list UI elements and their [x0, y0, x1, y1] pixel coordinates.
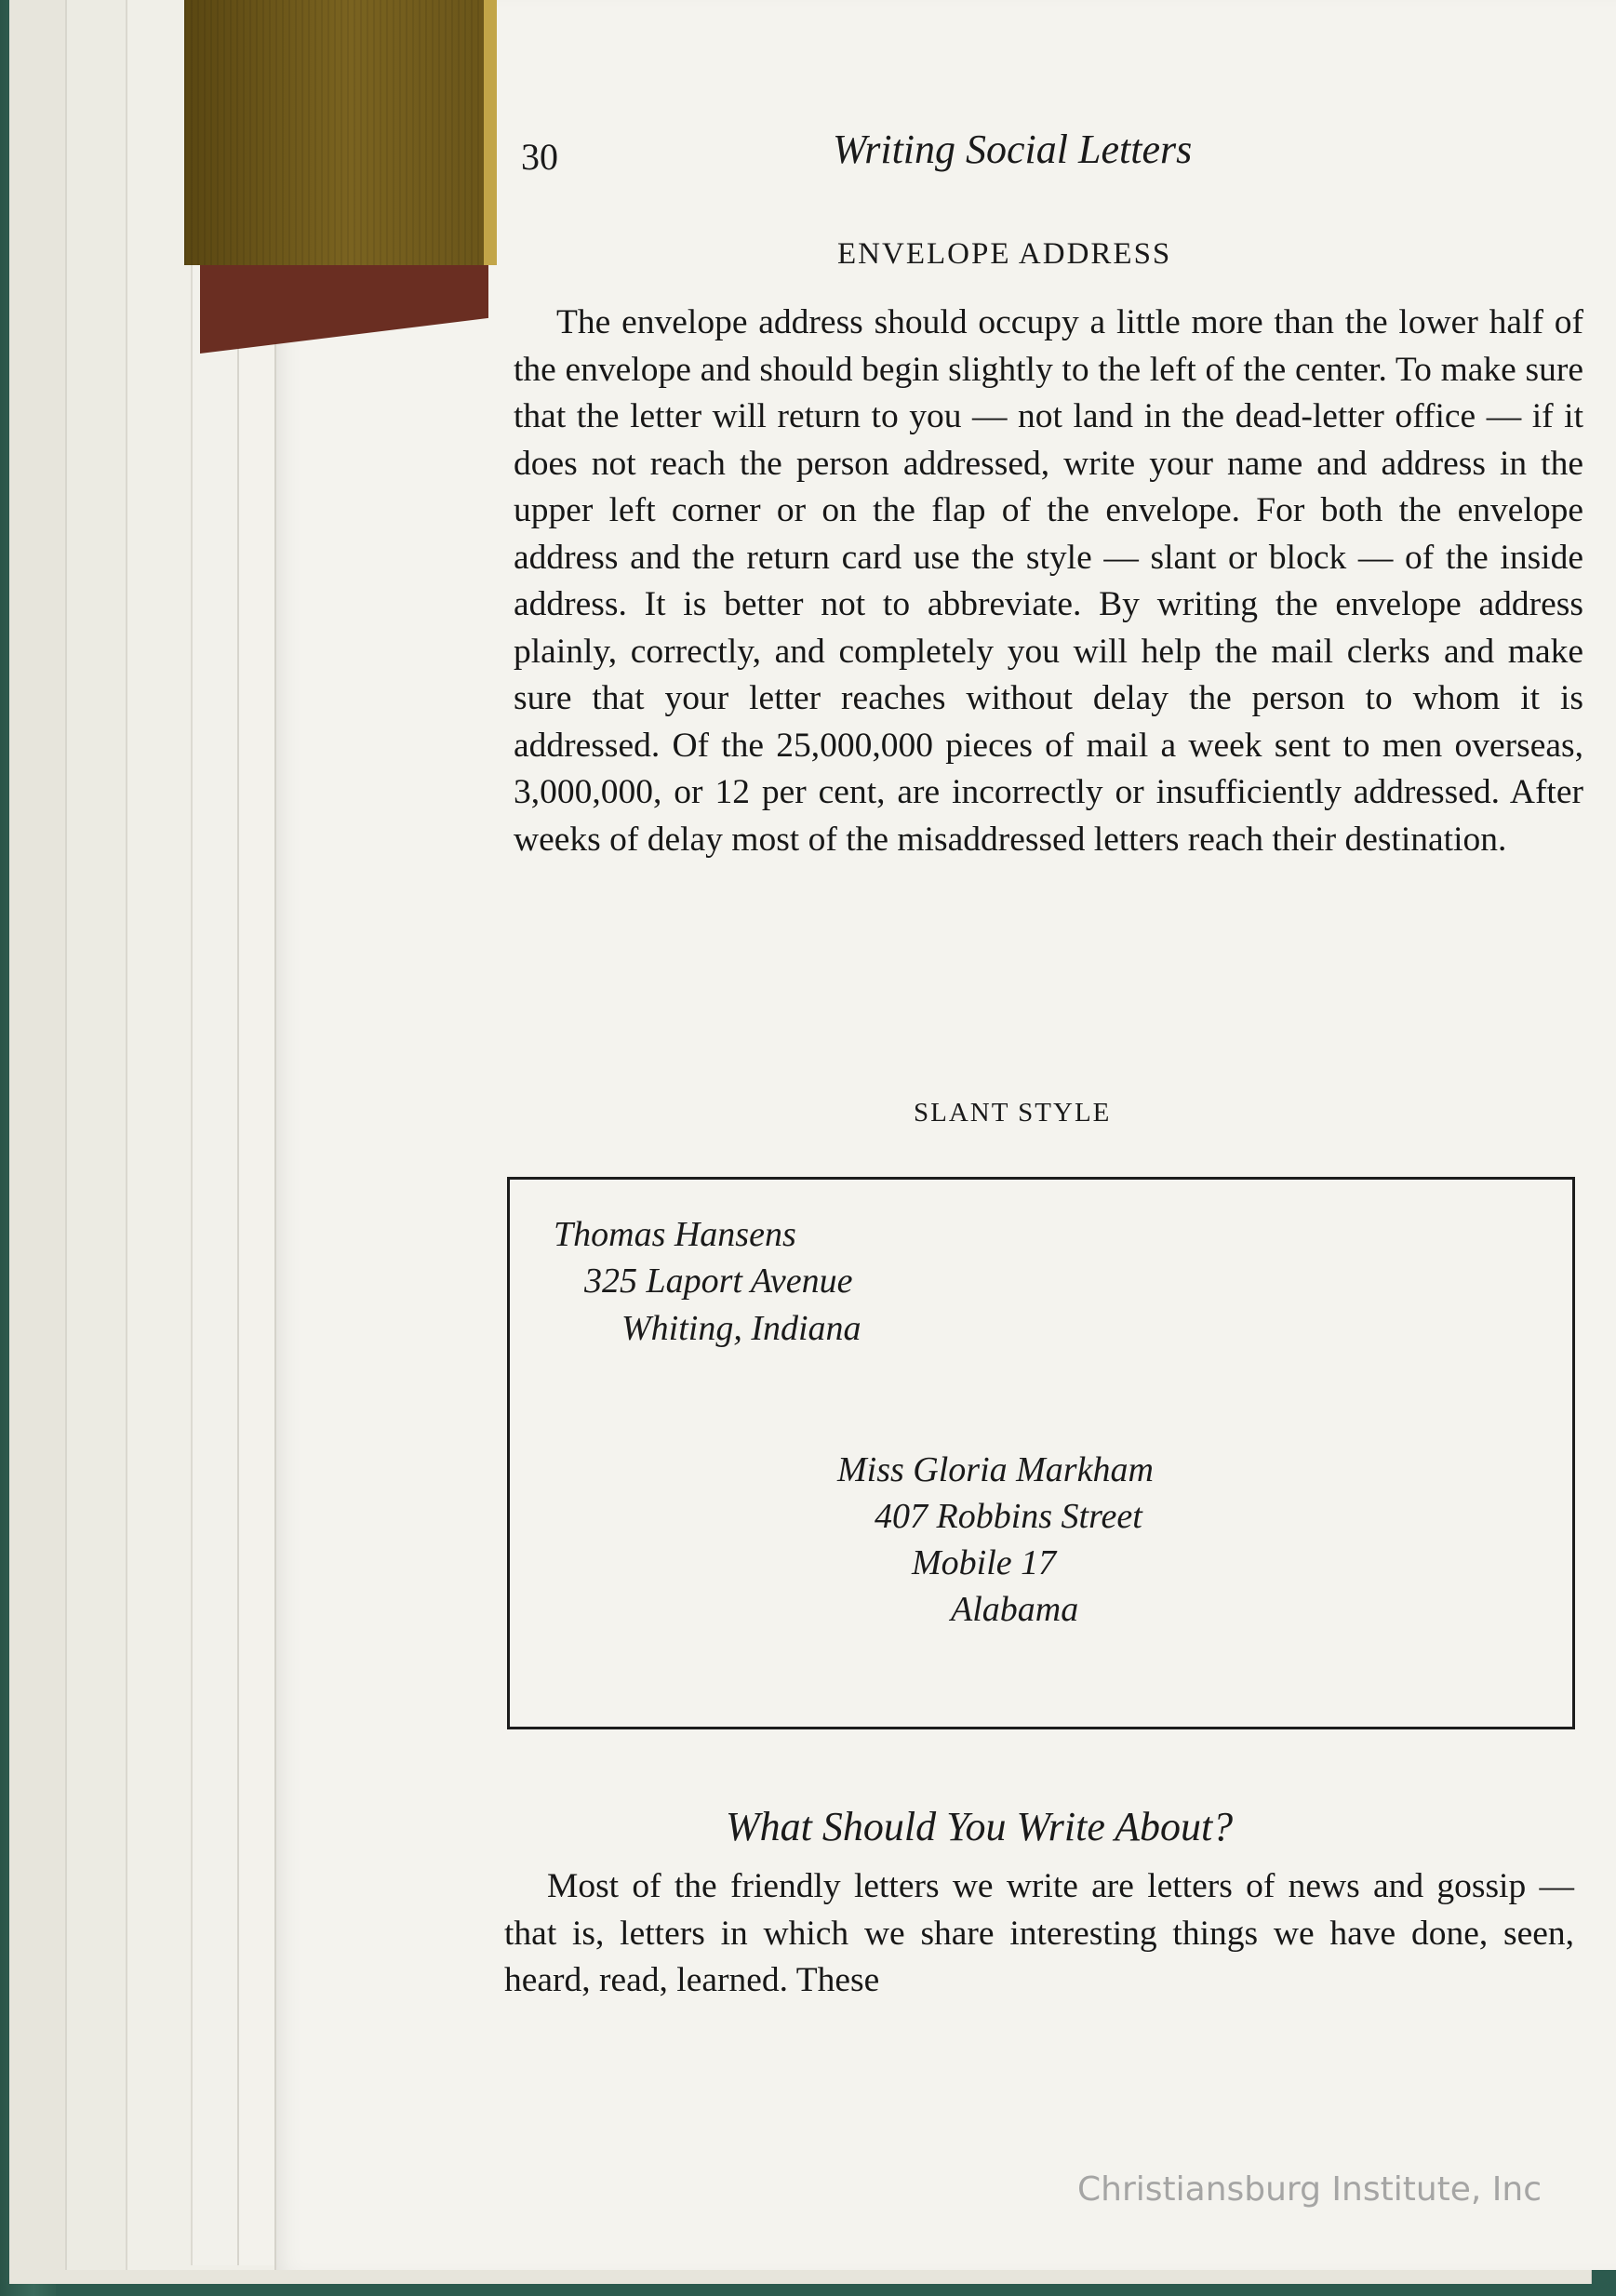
bookmark-edge	[484, 0, 497, 265]
running-title: Writing Social Letters	[833, 127, 1193, 172]
recipient-address-line: Mobile 17	[912, 1543, 1057, 1582]
subsection-heading: What Should You Write About?	[726, 1804, 1234, 1849]
watermark: Christiansburg Institute, Inc	[1077, 2170, 1543, 2209]
recipient-address-line: 407 Robbins Street	[875, 1497, 1142, 1536]
recipient-address-line: Alabama	[951, 1590, 1079, 1629]
return-address-line: Thomas Hansens	[554, 1215, 796, 1254]
example-label: SLANT STYLE	[914, 1098, 1112, 1128]
recipient-address-line: Miss Gloria Markham	[837, 1450, 1154, 1489]
body-paragraph: Most of the friendly letters we write are letters of news and gossip — that is, letters in which we share interesting things we have done, seen, heard, read, learned. These	[504, 1867, 1574, 1999]
bookmark-tab	[184, 0, 484, 265]
return-address-line: 325 Laport Avenue	[584, 1261, 853, 1301]
return-address-line: Whiting, Indiana	[621, 1309, 861, 1348]
body-paragraph: The envelope address should occupy a little more than the lower half of the envelope and should begin slightly to the left of the center. To make sure that the letter will return to you — not land in the dead-letter office — if it does not reach the person addressed, write your name and address in the upper left corner or on the flap of the envelope. For both the envelope address and the return card use the style — slant or block — of the inside address. It is better not to abbreviate. By writing the envelope address plainly, correctly, and completely you will help the mail clerks and make sure that your letter reaches without delay the person to whom it is addressed. Of the 25,000,000 pieces of mail a week sent to men overseas, 3,000,000, or 12 per cent, are incorrectly or insufficiently addressed. After weeks of delay most of the misaddressed letters reach their destination.	[514, 303, 1583, 859]
bookmark-texture	[184, 0, 484, 265]
page-number: 30	[521, 136, 558, 178]
section-heading: ENVELOPE ADDRESS	[837, 237, 1172, 271]
